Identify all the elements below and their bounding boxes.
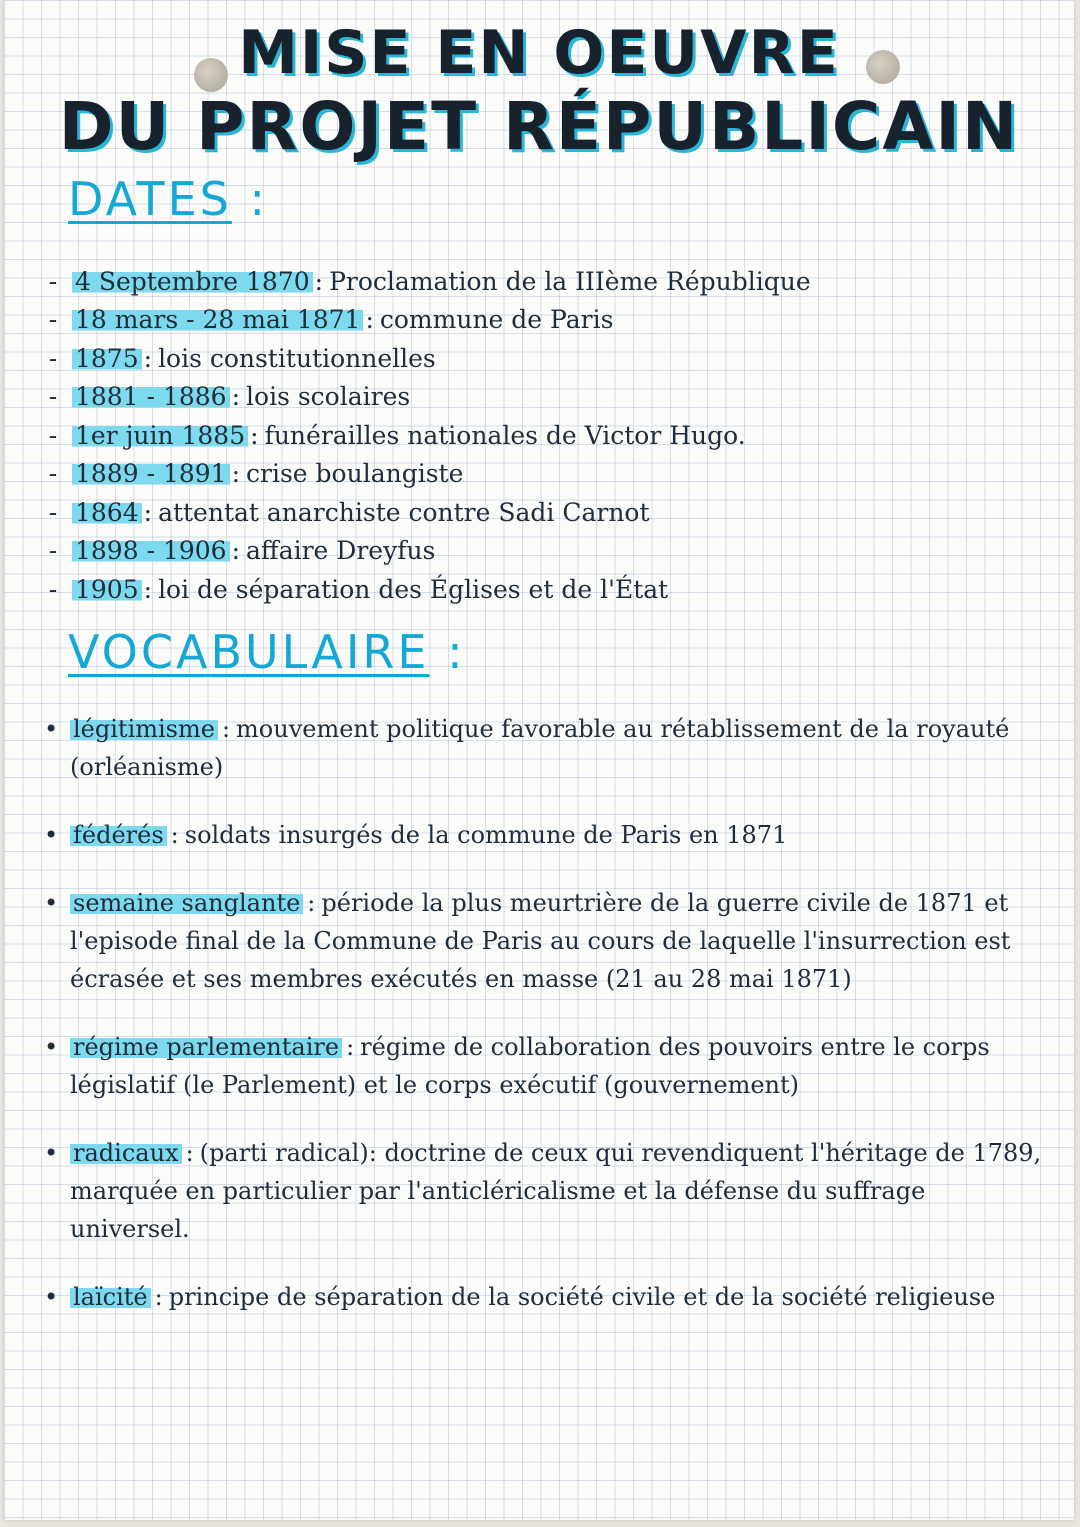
page-title-line-1: MISE EN OEUVRE	[238, 18, 840, 88]
date-highlight: 1898 - 1906	[72, 536, 230, 565]
page-title-line-2: DU PROJET RÉPUBLICAIN	[58, 88, 1020, 165]
date-highlight: 1er juin 1885	[72, 421, 248, 450]
notebook-page	[4, 0, 1074, 1520]
date-row	[34, 416, 1034, 455]
date-row	[34, 532, 1034, 571]
date-event: affaire Dreyfus	[246, 536, 436, 566]
dates-list	[34, 262, 1034, 609]
vocabulary-definition: régime de collaboration des pouvoirs entre le corps législatif (le Parlement) et le corps exécutif (gouvernement)	[70, 1033, 990, 1099]
vocabulary-definition: mouvement politique favorable au rétablissement de la royauté (orléanisme)	[70, 715, 1010, 781]
vocabulary-term: laïcité	[70, 1283, 151, 1311]
date-event: funérailles nationales de Victor Hugo.	[264, 420, 746, 450]
dash-marker: -	[48, 497, 58, 527]
date-event: commune de Paris	[379, 305, 614, 335]
date-row	[34, 570, 1034, 609]
date-highlight: 1875	[72, 344, 142, 373]
vocabulary-heading-colon: :	[447, 625, 466, 679]
term-separator: :	[170, 821, 179, 849]
vocabulary-heading	[68, 625, 466, 679]
vocabulary-item	[44, 816, 1044, 854]
vocabulary-item	[44, 710, 1044, 786]
bullet-icon: •	[44, 1283, 59, 1311]
date-separator: :	[231, 382, 241, 412]
term-separator: :	[346, 1033, 355, 1061]
date-highlight: 1864	[72, 498, 142, 527]
dash-marker: -	[48, 536, 58, 566]
vocabulary-item	[44, 1028, 1044, 1104]
vocabulary-item	[44, 884, 1044, 998]
date-highlight: 4 Septembre 1870	[72, 267, 313, 296]
date-event: loi de séparation des Églises et de l'État	[158, 574, 669, 604]
date-event: lois scolaires	[246, 382, 411, 412]
term-separator: :	[154, 1283, 163, 1311]
date-separator: :	[314, 266, 324, 296]
vocabulary-definition: principe de séparation de la société civile et de la société religieuse	[168, 1283, 996, 1311]
bullet-icon: •	[44, 889, 59, 917]
date-event: crise boulangiste	[246, 459, 464, 489]
dash-marker: -	[48, 459, 58, 489]
term-separator: :	[185, 1139, 194, 1167]
vocabulary-term: fédérés	[70, 821, 167, 849]
date-highlight: 1905	[72, 575, 142, 604]
term-separator: :	[221, 715, 231, 743]
dates-heading-label: DATES	[68, 172, 232, 226]
vocabulary-term: semaine sanglante	[70, 889, 303, 917]
bullet-icon: •	[44, 821, 59, 849]
vocabulary-list	[44, 710, 1044, 1316]
date-highlight: 1889 - 1891	[72, 459, 230, 488]
date-separator: :	[250, 420, 259, 450]
date-separator: :	[143, 343, 153, 373]
vocabulary-item	[44, 1278, 1044, 1316]
vocabulary-definition: soldats insurgés de la commune de Paris en 1871	[184, 821, 788, 849]
vocabulary-definition: (parti radical): doctrine de ceux qui revendiquent l'héritage de 1789, marquée en particulier par l'anticléricalisme et la défense du suffrage universel.	[70, 1139, 1042, 1243]
date-event: attentat anarchiste contre Sadi Carnot	[158, 497, 650, 527]
dash-marker: -	[48, 382, 58, 412]
date-highlight: 1881 - 1886	[72, 382, 230, 411]
vocabulary-term: légitimisme	[70, 715, 218, 743]
vocabulary-term: régime parlementaire	[70, 1033, 342, 1061]
date-row	[34, 301, 1034, 340]
term-separator: :	[307, 889, 316, 917]
bullet-icon: •	[44, 1139, 59, 1167]
date-row	[34, 378, 1034, 417]
date-separator: :	[143, 574, 153, 604]
date-event: Proclamation de la IIIème République	[329, 266, 811, 296]
date-separator: :	[231, 536, 241, 566]
bullet-icon: •	[44, 1033, 59, 1061]
date-row	[34, 493, 1034, 532]
dates-heading	[68, 172, 268, 226]
bullet-icon: •	[44, 715, 59, 743]
date-row	[34, 455, 1034, 494]
date-event: lois constitutionnelles	[158, 343, 436, 373]
dash-marker: -	[48, 420, 58, 450]
date-row	[34, 262, 1034, 301]
dash-marker: -	[48, 574, 58, 604]
vocabulary-item	[44, 1134, 1044, 1248]
date-separator: :	[231, 459, 241, 489]
dash-marker: -	[48, 266, 58, 296]
date-separator: :	[365, 305, 374, 335]
date-separator: :	[143, 497, 153, 527]
vocabulary-definition: période la plus meurtrière de la guerre civile de 1871 et l'episode final de la Commune de Paris au cours de laquelle l'insurrection est écrasée et ses membres exécutés en masse (21 au 28 mai 1871)	[70, 889, 1011, 993]
dash-marker: -	[48, 343, 58, 373]
date-highlight: 18 mars - 28 mai 1871	[72, 305, 363, 334]
dates-heading-colon: :	[249, 172, 268, 226]
date-row	[34, 339, 1034, 378]
vocabulary-term: radicaux	[70, 1139, 182, 1167]
dash-marker: -	[48, 305, 58, 335]
vocabulary-heading-label: VOCABULAIRE	[68, 625, 430, 679]
